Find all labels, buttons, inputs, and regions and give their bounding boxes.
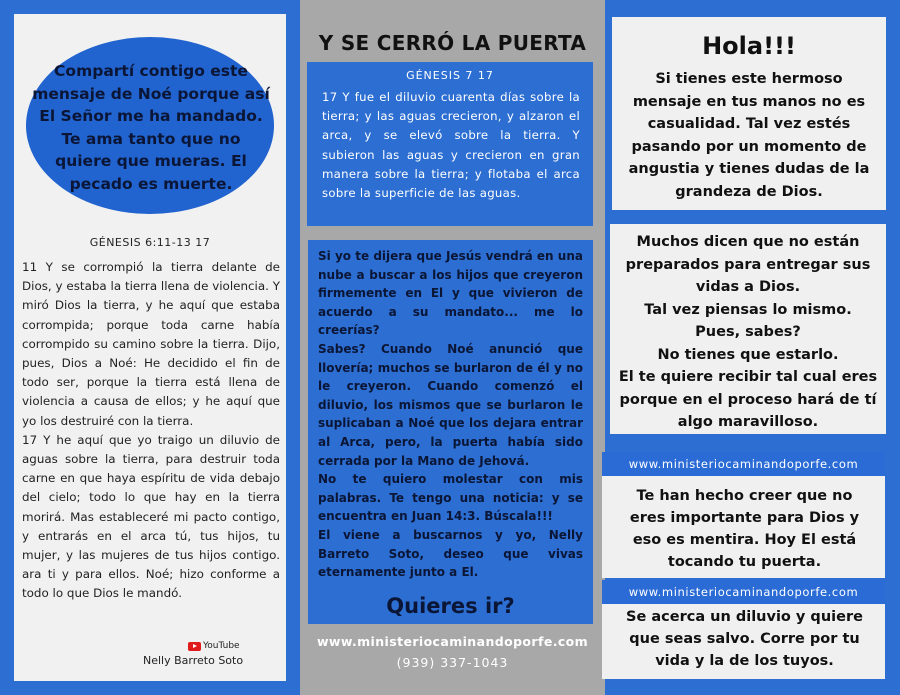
genesis-7-verse: 17 Y fue el diluvio cuarenta días sobre la tierra; y las aguas crecieron, y alzaron el arca, y se elevó sobre la tierra. Y subieron las aguas y crecieron en gran manera sobre la tierra; y flotaba el arca sobre la superficie de las aguas. — [322, 90, 580, 201]
greeting-heading: Hola!!! — [702, 32, 796, 60]
website-bar-1[interactable]: www.ministeriocaminandoporfe.com — [602, 452, 885, 476]
intro-line: casualidad. Tal vez estés — [647, 116, 851, 132]
verse-paragraph: 11 Y se corrompió la tierra delante de Dios, y estaba la tierra llena de violencia. Y miró Dios la tierra, y he aquí que estaba corrompida; porque toda carne había corrompido su camino sobre la tierra. Dijo, pues, Dios a Noé: He decidido el fin de todo ser, porque la tierra está llena de violencia a causa de ellos; y he aquí que yo los destruiré con la tierra. — [22, 260, 280, 428]
important-line: eso es mentira. Hoy El está — [632, 532, 857, 548]
many-line: porque en el proceso hará de tí — [619, 391, 877, 408]
website-link[interactable]: www.ministeriocaminandoporfe.com — [316, 634, 589, 649]
message-paragraph: No te quiero molestar con mis palabras. Te tengo una noticia: y se encuentra en Juan 14:3. Búscala!!! — [318, 472, 583, 524]
youtube-logo — [188, 641, 240, 651]
website-bar-2[interactable]: www.ministeriocaminandoporfe.com — [602, 580, 885, 604]
message-paragraph: Sabes? Cuando Noé anunció que llovería; muchos se burlaron de él y no le creyeron. Cuando comenzó el diluvio, los mismos que se burlaron le suplicaban a Noé que los dejara entrar al Arca, pero, la puerta había sido cerrada por la Mano de Jehová. — [318, 341, 583, 468]
youtube-label: YouTube — [203, 641, 240, 651]
flood-line: vida y la de los tuyos. — [655, 653, 834, 669]
intro-line: angustia y tienes dudas de la — [628, 161, 870, 177]
phone-number: (939) 337-1043 — [396, 655, 509, 670]
intro-text — [612, 68, 886, 203]
important-line: eres importante para Dios y — [629, 510, 860, 526]
oval-line: Compartí contigo este — [54, 62, 248, 80]
flood-line: que seas salvo. Corre por tu — [629, 631, 860, 647]
genesis-7-reference: GÉNESIS 7 17 — [406, 69, 494, 82]
important-text — [604, 485, 885, 573]
many-say-text — [610, 231, 886, 434]
oval-line: quiere que mueras. El — [55, 152, 247, 170]
intro-line: mensaje en tus manos no es — [632, 93, 866, 110]
intro-line: Si tienes este hermoso — [655, 71, 843, 87]
many-line: vidas a Dios. — [695, 279, 801, 295]
message-text — [318, 247, 583, 582]
many-line: El te quiere recibir tal cual eres — [618, 369, 878, 385]
page-title: Y SE CERRÓ LA PUERTA — [318, 31, 587, 55]
many-line: algo maravilloso. — [677, 414, 819, 430]
many-line: Tal vez piensas lo mismo. — [644, 301, 852, 318]
oval-line: pecado es muerte. — [69, 174, 233, 193]
many-line: preparados para entregar sus — [625, 256, 871, 273]
author-name: Nelly Barreto Soto — [143, 654, 244, 667]
oval-line: El Señor me ha mandado. — [39, 107, 263, 125]
genesis-6-verse — [22, 258, 280, 604]
verse-paragraph: 17 Y he aquí que yo traigo un diluvio de aguas sobre la tierra, para destruir toda carne en que haya espíritu de vida debajo del cielo; todo lo que hay en la tierra morirá. Mas estableceré mi pacto contigo, y entrarás en el arca tú, tus hijos, tu mujer, y las mujeres de tus hijos contigo. ara ti y para ellos. Noé; hizo conforme a todo lo que Dios le mandó. — [22, 432, 280, 601]
message-paragraph: El viene a buscarnos y yo, Nelly Barreto Soto, deseo que vivas eternamente junto a El. — [318, 527, 583, 580]
genesis-6-reference: GÉNESIS 6:11-13 17 — [89, 236, 211, 249]
flood-line: Se acerca un diluvio y quiere — [626, 609, 863, 625]
many-line: No tienes que estarlo. — [657, 346, 839, 363]
many-line: Pues, sabes? — [695, 324, 801, 340]
oval-line: mensaje de Noé porque así — [32, 84, 270, 103]
intro-line: pasando por un momento de — [631, 138, 867, 155]
important-line: Te han hecho creer que no — [636, 488, 853, 504]
youtube-icon — [188, 642, 201, 651]
important-line: tocando tu puerta. — [667, 554, 822, 570]
oval-message — [22, 60, 280, 195]
question-heading: Quieres ir? — [386, 594, 515, 618]
intro-line: grandeza de Dios. — [675, 183, 823, 200]
flood-text — [604, 606, 885, 672]
oval-line: Te ama tanto que no — [61, 129, 241, 148]
message-paragraph: Si yo te dijera que Jesús vendrá en una nube a buscar a los hijos que creyeron firmemente en El y que vivieron de acuerdo a su mandato... me lo creerías? — [318, 249, 583, 338]
many-line: Muchos dicen que no están — [636, 234, 860, 250]
